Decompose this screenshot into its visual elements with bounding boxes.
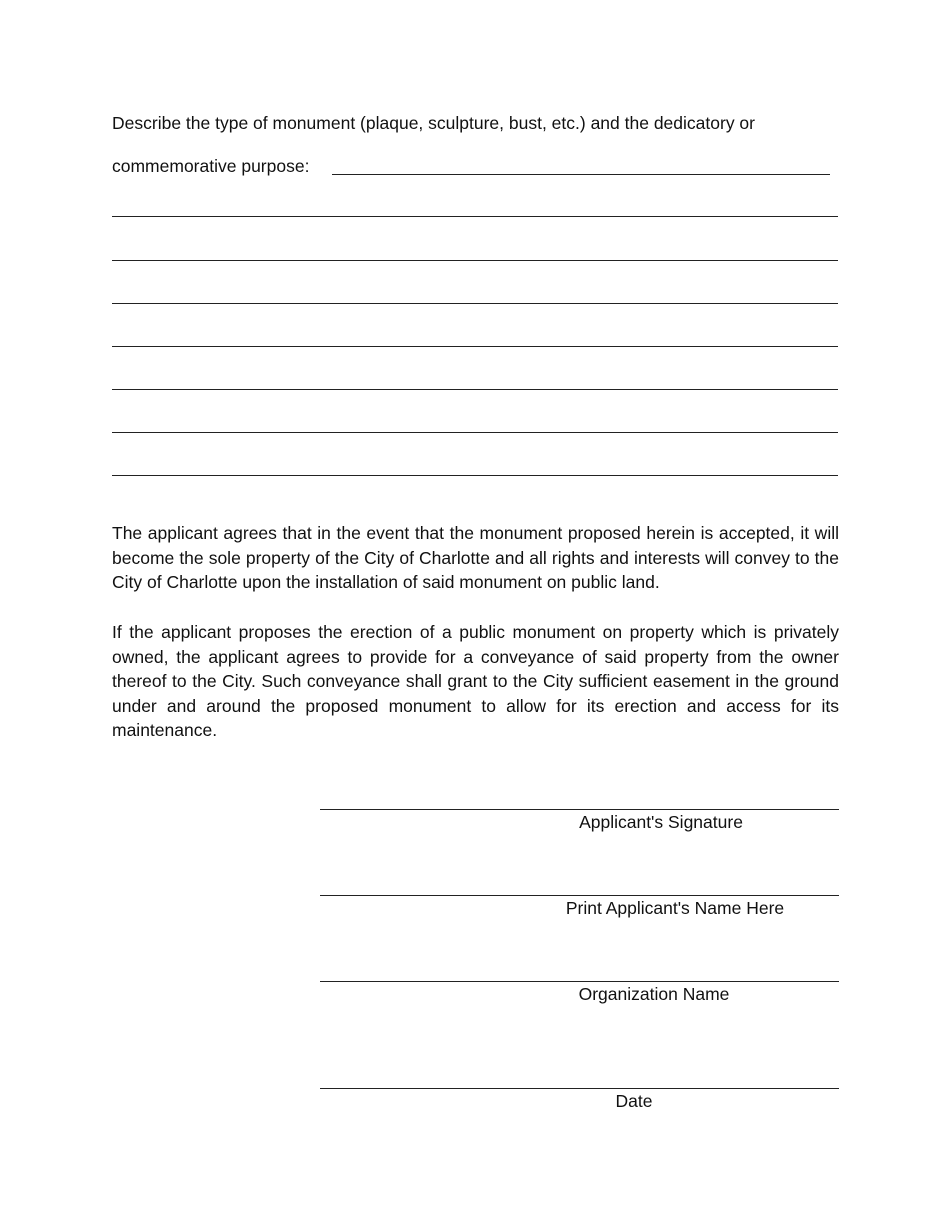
description-answer-line-2[interactable] (112, 216, 838, 217)
ownership-paragraph: The applicant agrees that in the event that the monument proposed herein is accepted, it will become the sole property of the City of Charlotte and all rights and interests will convey to the City of Charlotte upon the installation of said monument on public land. (112, 523, 839, 593)
signature-line[interactable] (320, 809, 839, 810)
description-answer-line-6[interactable] (112, 389, 838, 390)
description-answer-line-5[interactable] (112, 346, 838, 347)
date-line[interactable] (320, 1088, 839, 1089)
description-answer-line-1[interactable] (332, 174, 830, 175)
description-answer-line-7[interactable] (112, 432, 838, 433)
private-property-paragraph: If the applicant proposes the erection of a public monument on property which is privately owned, the applicant agrees to provide for a conveyance of said property from the owner thereof to the City. Such conveyance shall grant to the City sufficient easement in the ground under and around the proposed monument to allow for its erection and access for its maintenance. (112, 622, 839, 741)
description-answer-line-3[interactable] (112, 260, 838, 261)
signature-caption: Applicant's Signature (579, 812, 743, 832)
description-prompt-label: commemorative purpose: (112, 156, 310, 176)
organization-caption: Organization Name (578, 984, 730, 1004)
print-name-caption: Print Applicant's Name Here (565, 898, 785, 918)
description-answer-line-4[interactable] (112, 303, 838, 304)
date-caption: Date (615, 1091, 653, 1111)
print-name-line[interactable] (320, 895, 839, 896)
description-prompt-line1: Describe the type of monument (plaque, sculpture, bust, etc.) and the dedicatory or (112, 113, 755, 133)
organization-line[interactable] (320, 981, 839, 982)
description-answer-line-8[interactable] (112, 475, 838, 476)
